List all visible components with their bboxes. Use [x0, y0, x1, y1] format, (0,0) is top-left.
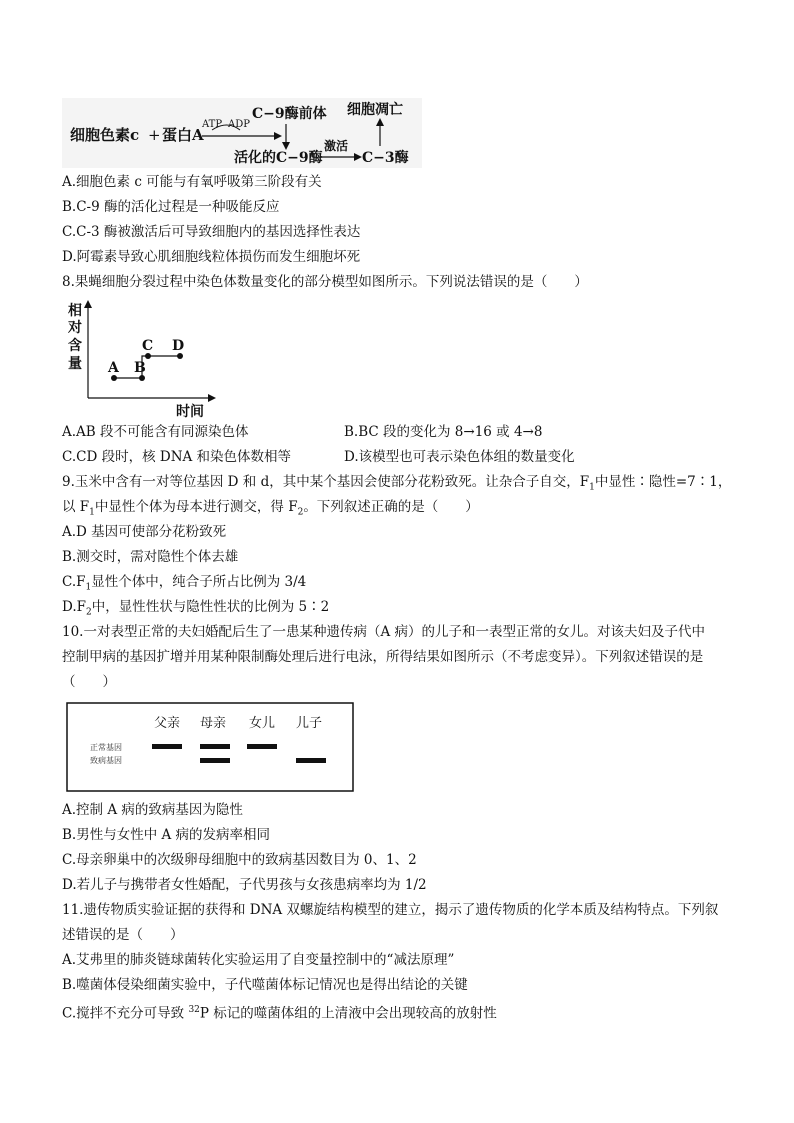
- activated-c9-label: 活化的C−9酶: [234, 150, 323, 166]
- q11-option-a: A.艾弗里的肺炎链球菌转化实验运用了自变量控制中的“减法原理”: [62, 952, 455, 968]
- q9-option-d-rest: 中，显性性状与隐性性状的比例为 5∶2: [91, 599, 330, 615]
- q11-option-c-post: P 标记的噬菌体组的上清液中会出现较高的放射性: [199, 1005, 497, 1022]
- q11-stem-2: 述错误的是（ ）: [62, 927, 184, 943]
- q9-option-a: A.D 基因可使部分花粉致死: [62, 524, 227, 540]
- q7-option-b: B.C-9 酶的活化过程是一种吸能反应: [62, 199, 280, 215]
- q9-option-c-pre: C.F: [62, 574, 86, 590]
- q9-stem-2c: 。下列叙述正确的是（ ）: [303, 499, 479, 515]
- q11-stem-1: 11.遗传物质实验证据的获得和 DNA 双螺旋结构模型的建立，揭示了遗传物质的化学本质及结构特点。下列叙: [62, 902, 719, 918]
- q8-ylabel-3: 含: [68, 338, 82, 354]
- pathway-figure: [62, 98, 422, 168]
- c9-precursor-label: C−9酶前体: [252, 106, 327, 122]
- c3-label: C−3酶: [362, 150, 409, 166]
- q11-option-b: B.噬菌体侵染细菌实验中，子代噬菌体标记情况也是得出结论的关键: [62, 977, 468, 993]
- band-father-normal: [152, 744, 182, 749]
- q8-xlabel: 时间: [176, 404, 204, 420]
- band-son-disease: [296, 758, 326, 763]
- q11-option-c-sup: 32: [188, 1005, 200, 1015]
- band-daughter-normal: [247, 744, 277, 749]
- plus-sign: +: [148, 126, 161, 144]
- q8-figure: [62, 298, 222, 420]
- q8-ylabel-2: 对: [68, 320, 82, 336]
- q11-option-c-pre: C.搅拌不充分可导致: [62, 1005, 189, 1022]
- q8-ylabel-1: 相: [68, 303, 82, 319]
- q10-option-a: A.控制 A 病的致病基因为隐性: [62, 802, 243, 818]
- cytochrome-c-label: 细胞色素c: [70, 126, 140, 144]
- q8-stem: 8.果蝇细胞分裂过程中染色体数量变化的部分模型如图所示。下列说法错误的是（ ）: [62, 274, 588, 290]
- q10-stem-2: 控制甲病的基因扩增并用某种限制酶处理后进行电泳，所得结果如图所示（不考虑变异）。下列叙述错误的是: [62, 649, 704, 665]
- q9-stem-1b: 中显性∶隐性=7∶1，: [594, 474, 732, 490]
- q11-option-c: [62, 1000, 497, 1024]
- gel-col-father: 父亲: [154, 716, 181, 731]
- q10-gel-figure: [66, 702, 354, 792]
- band-mother-normal: [200, 744, 230, 749]
- activate-label: 激活: [324, 139, 349, 153]
- protein-a-label: 蛋白A: [162, 126, 204, 144]
- q9-option-d-sub: 2: [86, 607, 92, 618]
- q7-option-d: D.阿霉素导致心肌细胞线粒体损伤而发生细胞坏死: [62, 249, 361, 265]
- q9-option-c-sub: 1: [85, 582, 92, 593]
- q10-option-c: C.母亲卵巢中的次级卵母细胞中的致病基因数目为 0、1、2: [62, 852, 417, 868]
- gel-col-son: 儿子: [296, 716, 323, 731]
- q10-stem-1: 10.一对表型正常的夫妇婚配后生了一患某种遗传病（A 病）的儿子和一表型正常的女儿。对该夫妇及子代中: [62, 624, 706, 640]
- q9-stem-line-1: [62, 472, 731, 498]
- q8-x-arrowhead: [208, 394, 216, 402]
- gel-row-normal: 正常基因: [90, 743, 122, 752]
- q9-stem-2a: 以 F: [62, 499, 90, 515]
- q7-option-c: C.C-3 酶被激活后可导致细胞内的基因选择性表达: [62, 224, 361, 240]
- q9-option-c: [62, 572, 306, 598]
- q8-option-a: A.AB 段不可能含有同源染色体: [62, 424, 249, 440]
- q8-label-a: A: [108, 360, 119, 376]
- q8-option-b: B.BC 段的变化为 8→16 或 4→8: [344, 424, 543, 440]
- q8-option-c: C.CD 段时，核 DNA 和染色体数相等: [62, 449, 292, 465]
- q10-stem-3: （ ）: [62, 674, 116, 690]
- q9-stem-2b: 中显性个体为母本进行测交，得 F: [94, 499, 298, 515]
- q8-label-b: B: [134, 360, 146, 376]
- q8-label-c: C: [142, 338, 154, 354]
- gel-row-disease: 致病基因: [90, 756, 122, 765]
- q8-option-d: D.该模型也可表示染色体组的数量变化: [344, 449, 575, 465]
- q9-stem-1-sub: 1: [589, 482, 595, 493]
- atp-label: ATP: [202, 119, 223, 130]
- q8-label-d: D: [172, 338, 185, 354]
- q10-option-b: B.男性与女性中 A 病的发病率相同: [62, 827, 271, 843]
- band-mother-disease: [200, 758, 230, 763]
- q7-option-a: A.细胞色素 c 可能与有氧呼吸第三阶段有关: [62, 174, 322, 190]
- q9-option-d-pre: D.F: [62, 599, 87, 615]
- q9-stem-line-2: [62, 497, 479, 523]
- q9-option-d: [62, 597, 329, 623]
- q8-ylabel-4: 量: [68, 356, 82, 372]
- q8-y-arrowhead: [84, 300, 92, 308]
- gel-col-mother: 母亲: [200, 716, 227, 731]
- q9-stem-2-sub2: 2: [297, 507, 304, 518]
- q10-option-d: D.若儿子与携带者女性婚配，子代男孩与女孩患病率均为 1/2: [62, 877, 427, 893]
- q9-stem-2-sub: 1: [89, 507, 95, 518]
- gel-col-daughter: 女儿: [249, 716, 276, 731]
- adp-label: ADP: [228, 119, 250, 130]
- q9-stem-1: 9.玉米中含有一对等位基因 D 和 d，其中某个基因会使部分花粉致死。让杂合子自交，F: [62, 474, 590, 490]
- q9-option-b: B.测交时，需对隐性个体去雄: [62, 549, 239, 565]
- q9-option-c-rest: 显性个体中，纯合子所占比例为 3/4: [91, 574, 307, 590]
- q8-curve: [114, 356, 180, 378]
- cell-death-label: 细胞凋亡: [347, 102, 403, 118]
